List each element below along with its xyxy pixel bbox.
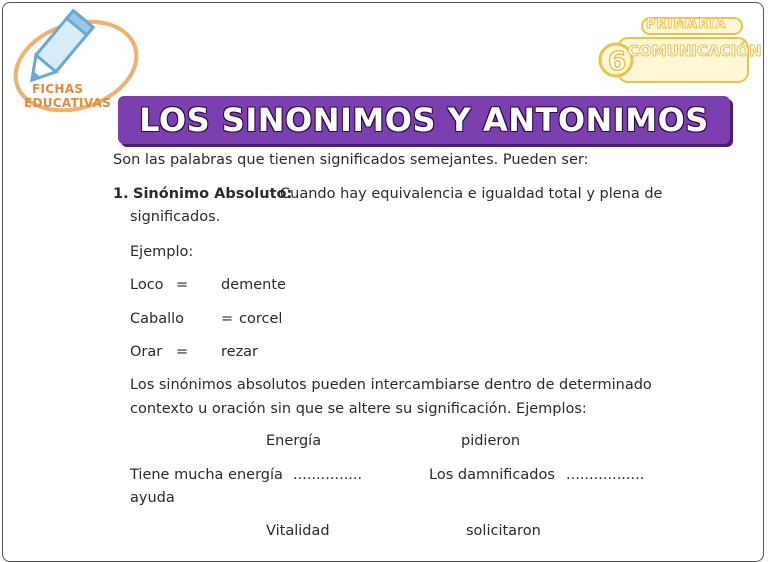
intro-text: Son las palabras que tienen significados semejantes. Pueden ser: — [113, 152, 589, 168]
pair-eq: = — [221, 311, 234, 327]
pair-eq: = — [176, 344, 189, 360]
blank-right: ................. — [566, 467, 645, 483]
pair-word: Loco — [130, 277, 164, 293]
pair-eq: = — [176, 277, 189, 293]
pair-word: Caballo — [130, 311, 185, 327]
logo-left-line1: FICHAS — [32, 82, 84, 96]
option-right: solicitaron — [466, 523, 541, 539]
item1-number: 1. — [113, 186, 129, 202]
option-left: Energía — [266, 433, 322, 449]
sentence-right: Los damnificados — [429, 467, 555, 483]
pair-syn: demente — [221, 277, 286, 293]
sentence-left: Tiene mucha energía — [130, 467, 283, 483]
comunicacion-label: COMUNICACIÓN — [628, 42, 762, 60]
pair-syn: corcel — [239, 311, 283, 327]
sentence-left-cont: ayuda — [130, 490, 175, 506]
item1-term: Sinónimo Absoluto: — [133, 186, 293, 202]
item1-desc-line1: Cuando hay equivalencia e igualdad total y plena de — [280, 186, 663, 202]
option-right: pidieron — [461, 433, 521, 449]
blank-left: ............... — [293, 467, 363, 483]
pair-word: Orar — [130, 344, 163, 360]
paragraph-line2: contexto u oración sin que se altere su significación. Ejemplos: — [130, 401, 587, 417]
pair-syn: rezar — [221, 344, 259, 360]
primaria-label: PRIMARIA — [646, 17, 727, 32]
example-label: Ejemplo: — [130, 244, 194, 260]
pencil-icon — [22, 11, 93, 89]
svg-text:6: 6 — [608, 47, 627, 77]
item1-desc-line2: significados. — [130, 209, 221, 225]
paragraph-line1: Los sinónimos absolutos pueden intercambiarse dentro de determinado — [130, 377, 652, 393]
page-title: LOS SINONIMOS Y ANTONIMOS — [139, 101, 709, 139]
logo-left-line2: EDUCATIVAS — [24, 96, 112, 110]
option-left: Vitalidad — [266, 523, 330, 539]
